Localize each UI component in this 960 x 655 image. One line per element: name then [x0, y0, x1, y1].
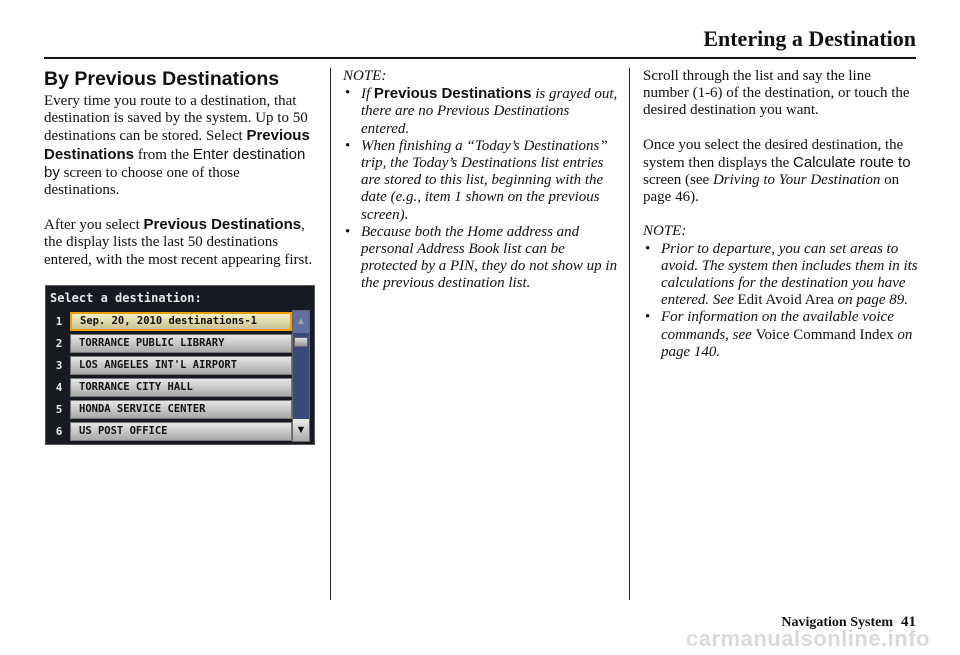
note-bullet: • Prior to departure, you can set areas to avoid. The system then includes them in its calculations for the destination you have entered. See Edit Avoid Area on page 89. — [643, 241, 918, 310]
list-item-number: 1 — [55, 314, 63, 328]
note-bullet: • When finishing a “Today’s Destinations” trip, the Today’s Destinations list entries are stored to this list, beginning with the date (e.g., item 1 shown on the previous screen). — [343, 138, 618, 224]
note-label: NOTE: — [643, 223, 687, 240]
list-item-number: 3 — [55, 358, 63, 372]
list-item-number: 5 — [55, 402, 63, 416]
destination-button[interactable]: TORRANCE PUBLIC LIBRARY — [70, 334, 292, 353]
list-item[interactable] — [50, 376, 292, 398]
note-bullet: • Because both the Home address and personal Address Book list can be protected by a PIN, they do not show up in the previous destination list. — [343, 224, 618, 293]
page-header-title: Entering a Destination — [703, 26, 916, 51]
page-number: 41 — [901, 614, 916, 630]
cross-reference: Voice Command Index — [755, 326, 894, 343]
scroll-up-icon[interactable]: ▲ — [293, 311, 309, 333]
scroll-thumb[interactable] — [294, 337, 308, 347]
list-item[interactable] — [50, 310, 292, 332]
header-rule — [44, 57, 916, 59]
list-item-number: 6 — [55, 424, 63, 438]
watermark: carmanualsonline.info — [686, 626, 930, 651]
ui-term-enter-destination-by: Enter destination by — [44, 145, 306, 181]
cross-reference: Driving to Your Destination — [712, 172, 881, 189]
column-3 — [643, 68, 918, 361]
column-1 — [44, 68, 314, 269]
list-scrollbar[interactable] — [292, 310, 310, 442]
list-item-number: 2 — [55, 336, 63, 350]
ui-term-previous-destinations: Previous Destinations — [143, 216, 302, 234]
screen-title: Select a destination: — [50, 291, 202, 305]
intro-paragraph: Every time you route to a destination, that destination is saved by the system. Up to 50 destinations can be stored. Select Previous Destinations from the Enter destination by screen to choose one of those destinations. — [44, 93, 310, 199]
note-bullet: • If Previous Destinations is grayed out, there are no Previous Destinations entered. — [343, 85, 618, 138]
scroll-instructions: Scroll through the list and say the line number (1-6) of the destination, or touch the desired destination you want. — [643, 68, 910, 119]
list-item-number: 4 — [55, 380, 63, 394]
list-item[interactable] — [50, 354, 292, 376]
destination-button[interactable]: LOS ANGELES INT'L AIRPORT — [70, 356, 292, 375]
scroll-down-icon[interactable]: ▼ — [293, 419, 309, 441]
destination-button[interactable]: Sep. 20, 2010 destinations-1 — [70, 312, 292, 331]
ui-term-calculate-route-to: Calculate route to — [793, 153, 911, 171]
note-bullet: • For information on the available voice commands, see Voice Command Index on page 140. — [643, 309, 918, 361]
calculate-route-paragraph: Once you select the desired destination, the system then displays the Calculate route to screen (see Driving to Your Destination on page 46). — [643, 136, 911, 206]
list-item[interactable] — [50, 420, 292, 442]
column-divider-2 — [629, 68, 630, 600]
column-2 — [343, 68, 618, 293]
section-title: By Previous Destinations — [44, 68, 280, 90]
note-label: NOTE: — [343, 68, 387, 84]
list-item[interactable] — [50, 398, 292, 420]
destination-button[interactable]: HONDA SERVICE CENTER — [70, 400, 292, 419]
ui-term-previous-destinations: Previous Destinations — [44, 127, 310, 163]
column-divider-1 — [330, 68, 331, 600]
destination-list — [50, 310, 292, 442]
destination-button[interactable]: TORRANCE CITY HALL — [70, 378, 292, 397]
after-select-paragraph: After you select Previous Destinations, the display lists the last 50 destinations entered, with the most recent appearing first. — [44, 216, 313, 268]
list-item[interactable] — [50, 332, 292, 354]
previous-destinations-screen — [45, 285, 315, 445]
destination-button[interactable]: US POST OFFICE — [70, 422, 292, 441]
footer-label: Navigation System — [781, 615, 893, 630]
cross-reference: Edit Avoid Area — [737, 292, 834, 309]
ui-term-previous-destinations: Previous Destinations — [373, 85, 532, 103]
